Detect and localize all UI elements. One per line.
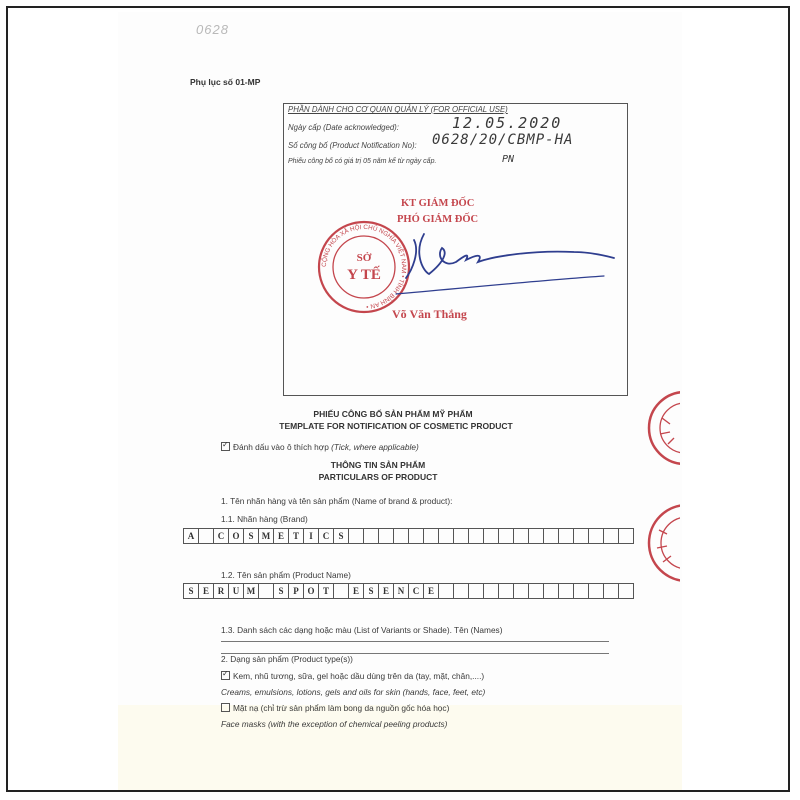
validity-note: Phiếu công bố có giá trị 05 năm kể từ ngày cấp.: [288, 158, 437, 165]
brand-letter-cell: [394, 529, 409, 544]
brand-letter-cell: E: [274, 529, 289, 544]
option-creams: [221, 671, 484, 681]
product-letter-cell: E: [349, 584, 364, 599]
brand-letter-cell: [499, 529, 514, 544]
official-box-header: PHẦN DÀNH CHO CƠ QUAN QUẢN LÝ (FOR OFFICIAL USE): [288, 105, 508, 114]
brand-letter-cell: [469, 529, 484, 544]
brand-grid: [183, 528, 634, 544]
partial-seal-upper: [640, 388, 680, 468]
brand-letter-cell: [349, 529, 364, 544]
option-face-masks-checkbox[interactable]: [221, 703, 230, 712]
product-letter-cell: E: [199, 584, 214, 599]
brand-letter-cell: C: [319, 529, 334, 544]
seal-line-2: Y TẾ: [347, 267, 381, 283]
product-letter-cell: [559, 584, 574, 599]
signatory-title-1: KT GIÁM ĐỐC: [401, 198, 475, 209]
brand-letter-cell: [439, 529, 454, 544]
validity-initials: PN: [502, 154, 515, 165]
brand-letter-cell: C: [214, 529, 229, 544]
brand-letter-cell: [529, 529, 544, 544]
brand-letter-cell: [619, 529, 634, 544]
section-title-vi: THÔNG TIN SẢN PHẨM: [330, 460, 426, 470]
product-letter-cell: [334, 584, 349, 599]
brand-letter-cell: [589, 529, 604, 544]
product-letter-cell: R: [214, 584, 229, 599]
tick-instruction: [221, 442, 419, 452]
corner-handwritten-note: 0628: [196, 22, 229, 37]
date-acknowledged-label: Ngày cấp (Date acknowledged):: [288, 123, 399, 132]
item-1-3-variants: 1.3. Danh sách các dạng hoặc màu (List of Variants or Shade). Tên (Names): [221, 625, 503, 635]
item-2-product-type: 2. Dạng sản phẩm (Product type(s)): [221, 654, 353, 664]
product-letter-cell: [484, 584, 499, 599]
signatory-title-2: PHÓ GIÁM ĐỐC: [397, 214, 479, 225]
option-face-masks: [221, 703, 449, 713]
product-letter-cell: O: [304, 584, 319, 599]
product-name-grid: [183, 583, 634, 599]
product-letter-cell: U: [229, 584, 244, 599]
option-creams-checkbox[interactable]: [221, 671, 230, 680]
tick-instruction-vi: Đánh dấu vào ô thích hợp: [233, 442, 329, 452]
product-letter-cell: C: [409, 584, 424, 599]
date-acknowledged-value: 12.05.2020: [452, 114, 563, 132]
brand-letter-cell: [424, 529, 439, 544]
tick-example-checkbox[interactable]: [221, 442, 230, 451]
product-letter-cell: [589, 584, 604, 599]
brand-letter-cell: [574, 529, 589, 544]
signatory-name: Võ Văn Thắng: [392, 307, 467, 321]
brand-letter-cell: S: [334, 529, 349, 544]
option-creams-vi: Kem, nhũ tương, sữa, gel hoặc dầu dùng trên da (tay, mặt, chân,....): [233, 671, 485, 681]
tick-instruction-en: (Tick, where applicable): [331, 442, 419, 452]
product-letter-cell: M: [244, 584, 259, 599]
product-letter-cell: [439, 584, 454, 599]
item-1-1-brand: 1.1. Nhãn hàng (Brand): [221, 514, 308, 524]
option-face-masks-vi: Mặt nạ (chỉ trừ sản phẩm làm bong da nguồn gốc hóa học): [233, 703, 450, 713]
product-letter-cell: [529, 584, 544, 599]
seal-ring-text: CỘNG HÒA XÃ HỘI CHỦ NGHĨA VIỆT NAM • TỈNH BÌNH AN •: [320, 223, 408, 310]
brand-letter-cell: [559, 529, 574, 544]
product-letter-cell: S: [364, 584, 379, 599]
product-letter-cell: [469, 584, 484, 599]
brand-letter-cell: [409, 529, 424, 544]
product-letter-cell: N: [394, 584, 409, 599]
product-letter-cell: T: [319, 584, 334, 599]
product-letter-cell: [619, 584, 634, 599]
brand-letter-cell: [544, 529, 559, 544]
notification-number-value: 0628/20/CBMP-HA: [432, 132, 574, 148]
product-letter-cell: [499, 584, 514, 599]
brand-letter-cell: O: [229, 529, 244, 544]
product-letter-cell: E: [424, 584, 439, 599]
brand-letter-cell: S: [244, 529, 259, 544]
product-letter-cell: E: [379, 584, 394, 599]
brand-letter-cell: I: [304, 529, 319, 544]
brand-letter-cell: [454, 529, 469, 544]
handwritten-signature: [384, 222, 624, 302]
brand-letter-cell: T: [289, 529, 304, 544]
product-letter-cell: [544, 584, 559, 599]
product-letter-cell: S: [274, 584, 289, 599]
brand-letter-cell: [364, 529, 379, 544]
item-1-2-product-name: 1.2. Tên sản phẩm (Product Name): [221, 570, 351, 580]
option-creams-en: Creams, emulsions, lotions, gels and oils for skin (hands, face, feet, etc): [221, 687, 486, 697]
variants-line-1: [221, 641, 609, 642]
option-face-masks-en: Face masks (with the exception of chemical peeling products): [221, 719, 448, 729]
brand-letter-cell: [604, 529, 619, 544]
official-use-box: [283, 103, 628, 396]
product-letter-cell: S: [184, 584, 199, 599]
brand-letter-cell: [514, 529, 529, 544]
product-letter-cell: [514, 584, 529, 599]
brand-grid-row: [184, 529, 634, 544]
brand-letter-cell: A: [184, 529, 199, 544]
appendix-label: Phụ lục số 01-MP: [190, 77, 261, 87]
form-title-vi: PHIẾU CÔNG BỐ SẢN PHẨM MỸ PHẨM: [313, 409, 473, 419]
brand-letter-cell: [484, 529, 499, 544]
brand-letter-cell: [199, 529, 214, 544]
item-1-brand-product: 1. Tên nhãn hàng và tên sản phẩm (Name of brand & product):: [221, 496, 453, 506]
page-bottom-tint: [118, 705, 682, 790]
product-letter-cell: [604, 584, 619, 599]
product-letter-cell: [454, 584, 469, 599]
form-title-en: TEMPLATE FOR NOTIFICATION OF COSMETIC PRODUCT: [279, 421, 513, 431]
section-title-en: PARTICULARS OF PRODUCT: [318, 472, 438, 482]
brand-letter-cell: M: [259, 529, 274, 544]
product-letter-cell: [574, 584, 589, 599]
product-grid-row: [184, 584, 634, 599]
brand-letter-cell: [379, 529, 394, 544]
product-letter-cell: P: [289, 584, 304, 599]
partial-seal-lower: [645, 500, 680, 586]
notification-number-label: Số công bố (Product Notification No):: [288, 141, 417, 150]
seal-line-1: SỞ: [356, 252, 372, 264]
product-letter-cell: [259, 584, 274, 599]
